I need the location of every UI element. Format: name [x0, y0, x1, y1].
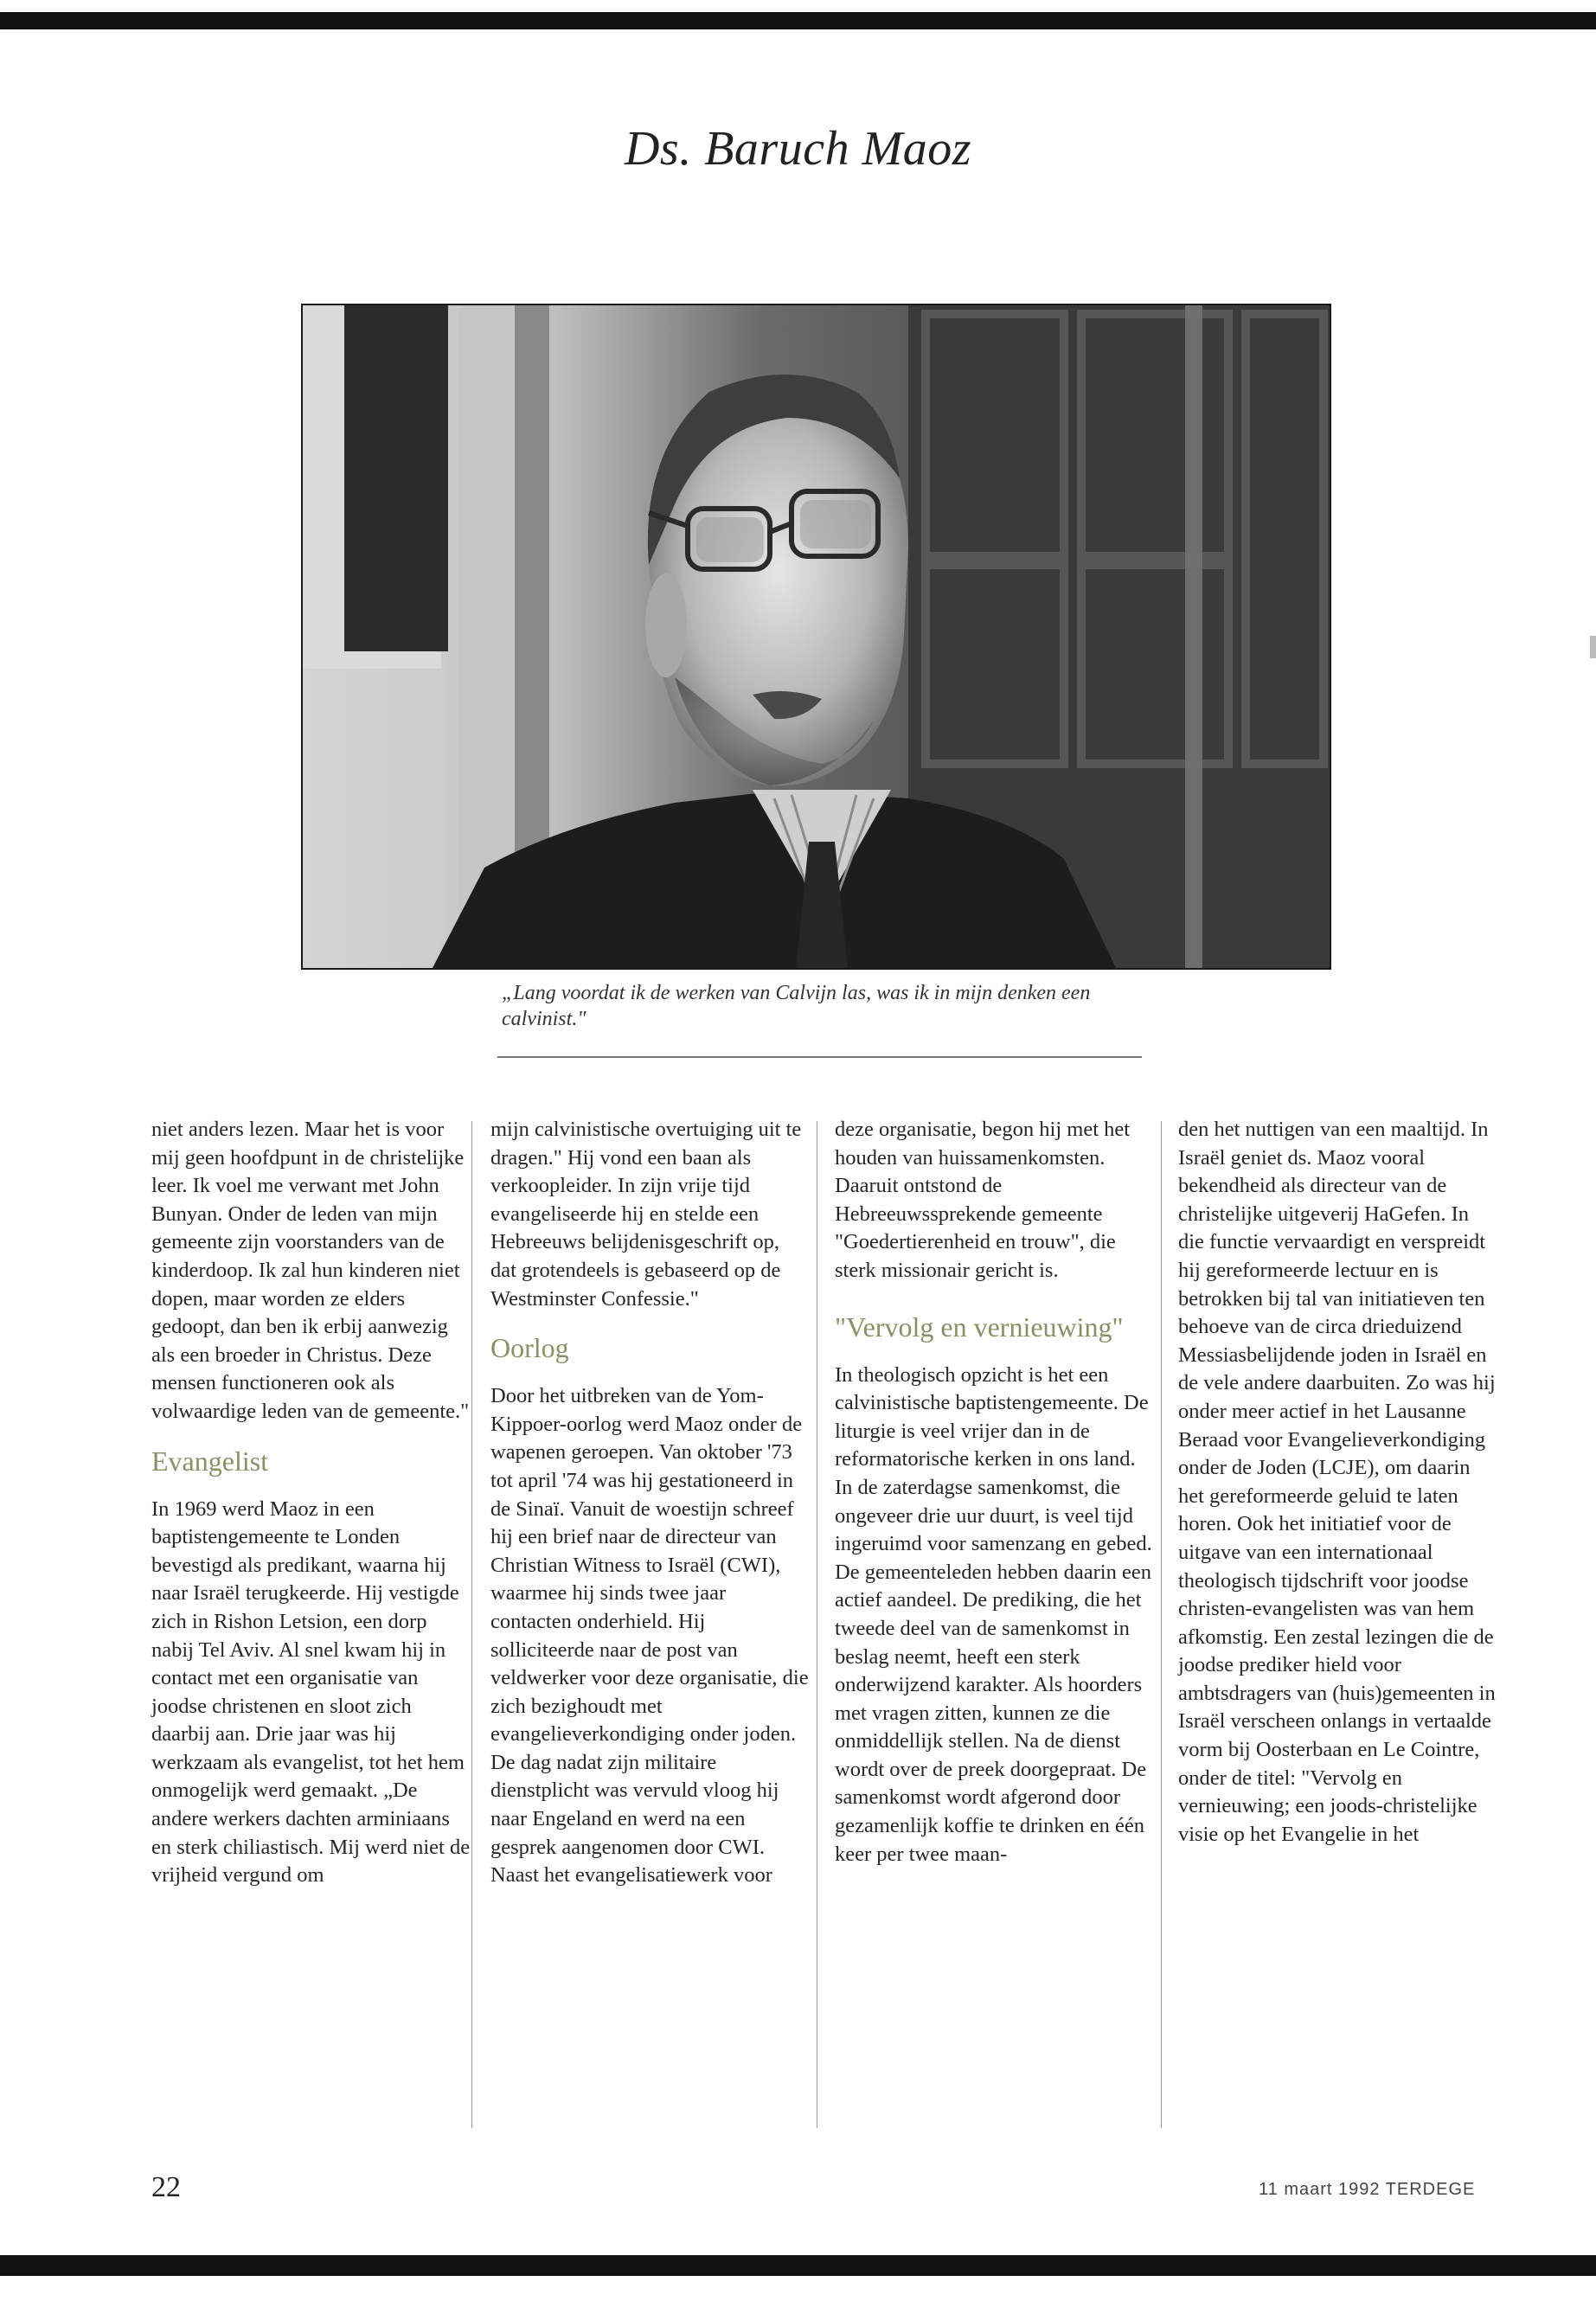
text-column-1	[151, 1116, 471, 1890]
paragraph: In theologisch opzicht is het een calvinistische baptistengemeente. De liturgie is veel vrijer dan in de reformatorische kerken in ons land. In de zaterdagse samenkomst, die ongeveer drie uur duurt, is veel tijd ingeruimd voor samenzang en gebed. De gemeenteleden hebben daarin een actief aandeel. De prediking, die het tweede deel van de samenkomst in beslag neemt, heeft een sterk onderwijzend karakter. Als hoorders met vragen zitten, kunnen ze die onmiddellijk stellen. Na de dienst wordt over de preek doorgepraat. De samenkomst wordt afgerond door gezamenlijk koffie te drinken en één keer per twee maan-	[835, 1362, 1152, 1866]
section-heading-vervolg: "Vervolg en vernieuwing"	[835, 1311, 1124, 1343]
photo-caption: „Lang voordat ik de werken van Calvijn las, was ik in mijn denken een calvinist."	[502, 982, 1091, 1030]
portrait-photo	[301, 304, 1331, 970]
paragraph: niet anders lezen. Maar het is voor mij geen hoofdpunt in de christelijke leer. Ik voel me verwant met John Bunyan. Onder de leden van mijn gemeente zijn voorstanders van de kinderdoop. Ik zal hun kinderen niet dopen, maar worden ze elders gedoopt, dan ben ik erbij aanwezig als een broeder in Christus. Deze mensen functioneren ook als volwaardige leden van de gemeente."	[151, 1118, 470, 1423]
paragraph: mijn calvinistische overtuiging uit te dragen." Hij vond een baan als verkoopleider. In zijn vrije tijd evangeliseerde hij en stelde een Hebreeuws belijdenisgeschrift op, dat grotendeels is gebaseerd op de Westminster Confessie."	[490, 1118, 802, 1311]
top-border-bar	[0, 12, 1596, 29]
article-title: Ds. Baruch Maoz	[624, 122, 972, 176]
section-heading-evangelist: Evangelist	[151, 1445, 269, 1477]
paragraph: den het nuttigen van een maaltijd. In Israël geniet ds. Maoz vooral bekendheid als directeur van de christelijke uitgeverij HaGefen. In die functie vervaardigt en verspreidt hij gereformeerde lectuur en is betrokken bij tal van initiatieven ten behoeve van de circa drieduizend Messiasbelijdende joden in Israël en de vele andere daarbuiten. Zo was hij onder meer actief in het Lausanne Beraad voor Evangelieverkondiging onder de Joden (LCJE), om daarin het gereformeerde geluid te laten horen. Ook het initiatief voor de uitgave van een internationaal theologisch tijdschrift voor joodse christen-evangelisten was van hem afkomstig. Een zestal lezingen die de joodse prediker hield voor ambtsdragers van (huis)gemeenten in Israël verscheen onlangs in vertaalde vorm bij Oosterbaan en Le Cointre, onder de titel: "Vervolg en vernieuwing; een joods-christelijke visie op het Evangelie in het	[1178, 1118, 1496, 1846]
paragraph: Door het uitbreken van de Yom-Kippoer-oorlog werd Maoz onder de wapenen geroepen. Van oktober '73 tot april '74 was hij gestationeerd in de Sinaï. Vanuit de woestijn schreef hij een brief naar de directeur van Christian Witness to Israël (CWI), waarmee hij sinds twee jaar contacten onderhield. Hij solliciteerde naar de post van veldwerker voor deze organisatie, die zich bezighoudt met evangelieverkondiging onder joden. De dag nadat zijn militaire dienstplicht was vervuld vloog hij naar Engeland en werd na een gesprek aangenomen door CWI. Naast het evangelisatiewerk voor	[490, 1384, 809, 1888]
text-column-4	[1178, 1116, 1498, 1849]
section-heading-oorlog: Oorlog	[490, 1332, 569, 1364]
text-column-2	[490, 1116, 811, 1890]
column-divider	[471, 1121, 472, 2128]
column-divider	[1161, 1121, 1162, 2128]
paragraph: deze organisatie, begon hij met het houden van huissamenkomsten. Daaruit ontstond de Hebreeuwssprekende gemeente "Goedertierenheid en trouw", die sterk missionair gericht is.	[835, 1118, 1131, 1282]
page-number: 22	[151, 2171, 181, 2203]
issue-date: 11 maart 1992 TERDEGE	[1259, 2180, 1476, 2199]
bottom-border-bar	[0, 2255, 1596, 2276]
paragraph: In 1969 werd Maoz in een baptistengemeente te Londen bevestigd als predikant, waarna hij naar Israël terugkeerde. Hij vestigde zich in Rishon Letsion, een dorp nabij Tel Aviv. Al snel kwam hij in contact met een organisatie van joodse christenen en sloot zich daarbij aan. Drie jaar was hij werkzaam als evangelist, tot het hem onmogelijk werd gemaakt. „De andere werkers dachten arminiaans en sterk chiliastisch. Mij werd niet de vrijheid vergund om	[151, 1497, 471, 1888]
caption-divider	[497, 1056, 1142, 1058]
text-column-3	[835, 1116, 1155, 1868]
edge-mark	[1590, 636, 1596, 658]
